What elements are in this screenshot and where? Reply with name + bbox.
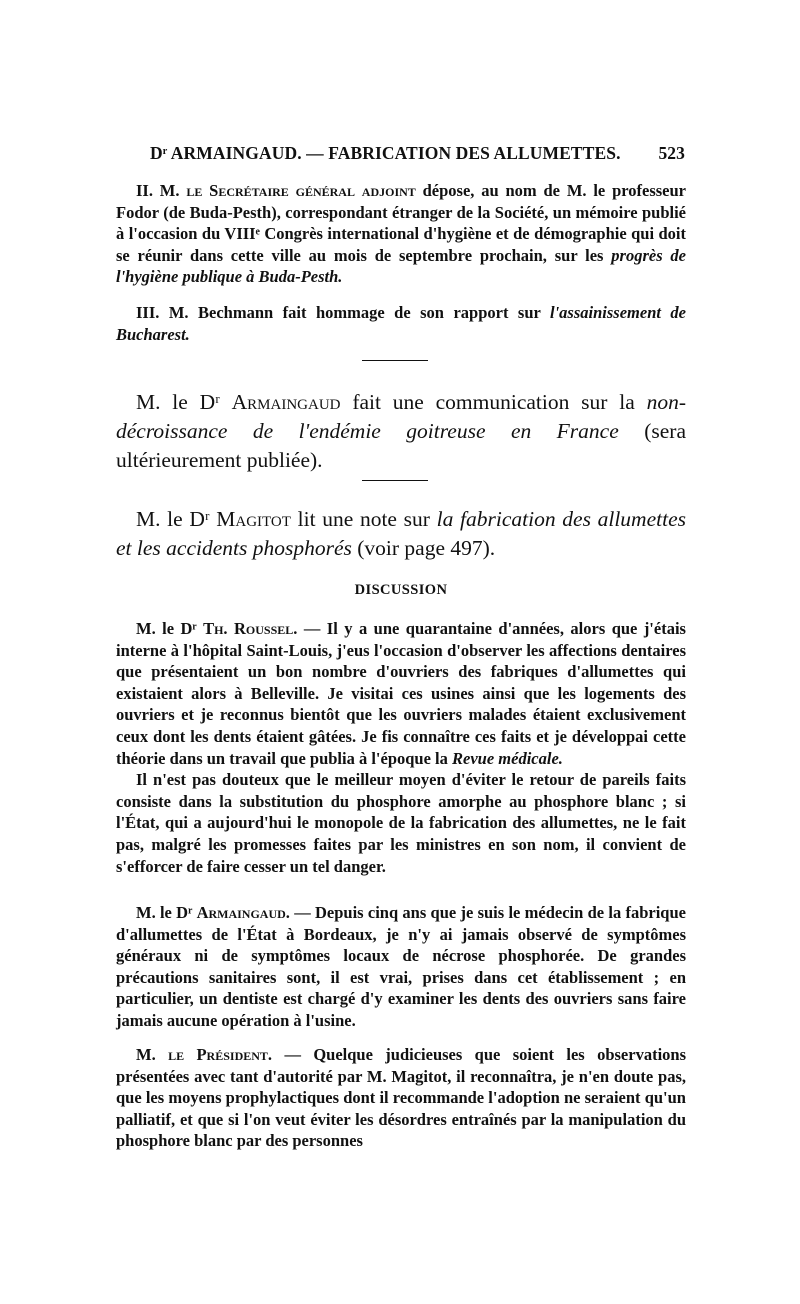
roussel-journal: Revue médicale. [452, 748, 563, 768]
roussel-paragraph-2: Il n'est pas douteux que le meilleur moyen d'éviter le retour de pareils faits consiste dans la substitution du phosphore amorphe au phosphore blanc ; si l'État, qui a aujourd'hui le monopole de la fabrication des allumettes, ne le fait pas, malgré les promesses faites par les ministres en son nom, il convient de s'efforcer de faire cesser un tel danger. [116, 770, 686, 876]
roussel-paragraph-1 [116, 618, 686, 769]
armaingaud-name: Armaingaud. [196, 903, 290, 922]
page-number: 523 [658, 143, 685, 163]
communication-magitot [116, 505, 686, 563]
comm-1-suffix: (sera ultérieurement publiée). [116, 419, 686, 472]
running-title: Dʳ ARMAINGAUD. — FABRICATION DES ALLUMETTES. [150, 143, 621, 163]
armaingaud-prefix: M. le Dʳ [136, 903, 193, 922]
paragraph-ii [116, 180, 686, 288]
comm-1-name: Armaingaud [231, 390, 341, 414]
comm-2-name: Magitot [216, 507, 291, 531]
roussel-name: Th. Roussel. [203, 619, 298, 638]
paragraph-iii [116, 302, 686, 345]
president-name: le Président. [168, 1045, 273, 1064]
comm-1-text: fait une communication sur la [352, 390, 635, 414]
roussel-text-1: — Il y a une quarantaine d'années, alors que j'étais interne à l'hôpital Saint-Louis, j'eus l'occasion d'observer les affections dentaires que présentaient un bon nombre d'ouvriers des fabriques d'allumettes qui existaient alors à Belleville. Je visitai ces usines ainsi que les logements des ouvriers et je reconnus bientôt que les ouvriers malades étaient exclusivement ceux dont les dents étaient gâtées. Je fis connaître ces faits et je développai cette théorie dans un travail que publia à l'époque la [116, 619, 686, 768]
discussion-heading: DISCUSSION [354, 582, 448, 598]
separator-rule [362, 360, 428, 361]
comm-1-prefix: M. le Dʳ [136, 390, 220, 414]
president-prefix: M. [136, 1045, 156, 1064]
comm-2-suffix: (voir page 497). [357, 536, 496, 560]
para-iii-text: III. M. Bechmann fait hommage de son rapport sur [136, 303, 541, 322]
para-iii-title: l'assainissement de Bucharest. [116, 303, 686, 344]
para-ii-role: le Secrétaire général adjoint [186, 181, 416, 200]
roussel-prefix: M. le Dʳ [136, 619, 197, 638]
running-header [150, 143, 685, 169]
armaingaud-text: — Depuis cinq ans que je suis le médecin de la fabrique d'allumettes de l'État à Bordeaux, je n'y ai jamais observé de symptômes généraux ni de symptômes locaux de nécrose phosphorée. De grandes précautions sanitaires sont, il est vrai, prises dans cet établissement ; en particulier, un dentiste est chargé d'y examiner les dents des ouvriers sans faire jamais aucune opération à l'usine. [116, 903, 686, 1030]
comm-2-prefix: M. le Dʳ [136, 507, 210, 531]
armaingaud-intervention [116, 902, 686, 1032]
communication-armaingaud [116, 388, 686, 475]
roussel-intervention [116, 618, 686, 877]
comm-1-title: non-décroissance de l'endémie goitreuse en France [116, 390, 687, 443]
comm-2-text: lit une note sur [297, 507, 430, 531]
para-ii-numeral: II. M. [136, 181, 180, 200]
president-text: — Quelque judicieuses que soient les observations présentées avec tant d'autorité par M. Magitot, il reconnaîtra, je n'en doute pas, que les moyens prophylactiques dont il recommande l'adoption ne seraient qu'un palliatif, et que si l'on veut éviter les désordres entraînés par la manipulation du phosphore blanc par des personnes [116, 1045, 687, 1151]
comm-2-title: la fabrication des allumettes et les accidents phosphorés [116, 507, 686, 560]
para-ii-text: dépose, au nom de M. le professeur Fodor (de Buda-Pesth), correspondant étranger de la Société, un mémoire publié à l'occasion du VIIIᵉ Congrès international d'hygiène et de démographie qui doit se réunir dans cette ville au mois de septembre prochain, sur les [116, 181, 687, 265]
president-intervention [116, 1044, 686, 1152]
separator-rule [362, 480, 428, 481]
para-ii-title: progrès de l'hygiène publique à Buda-Pesth. [116, 245, 687, 287]
